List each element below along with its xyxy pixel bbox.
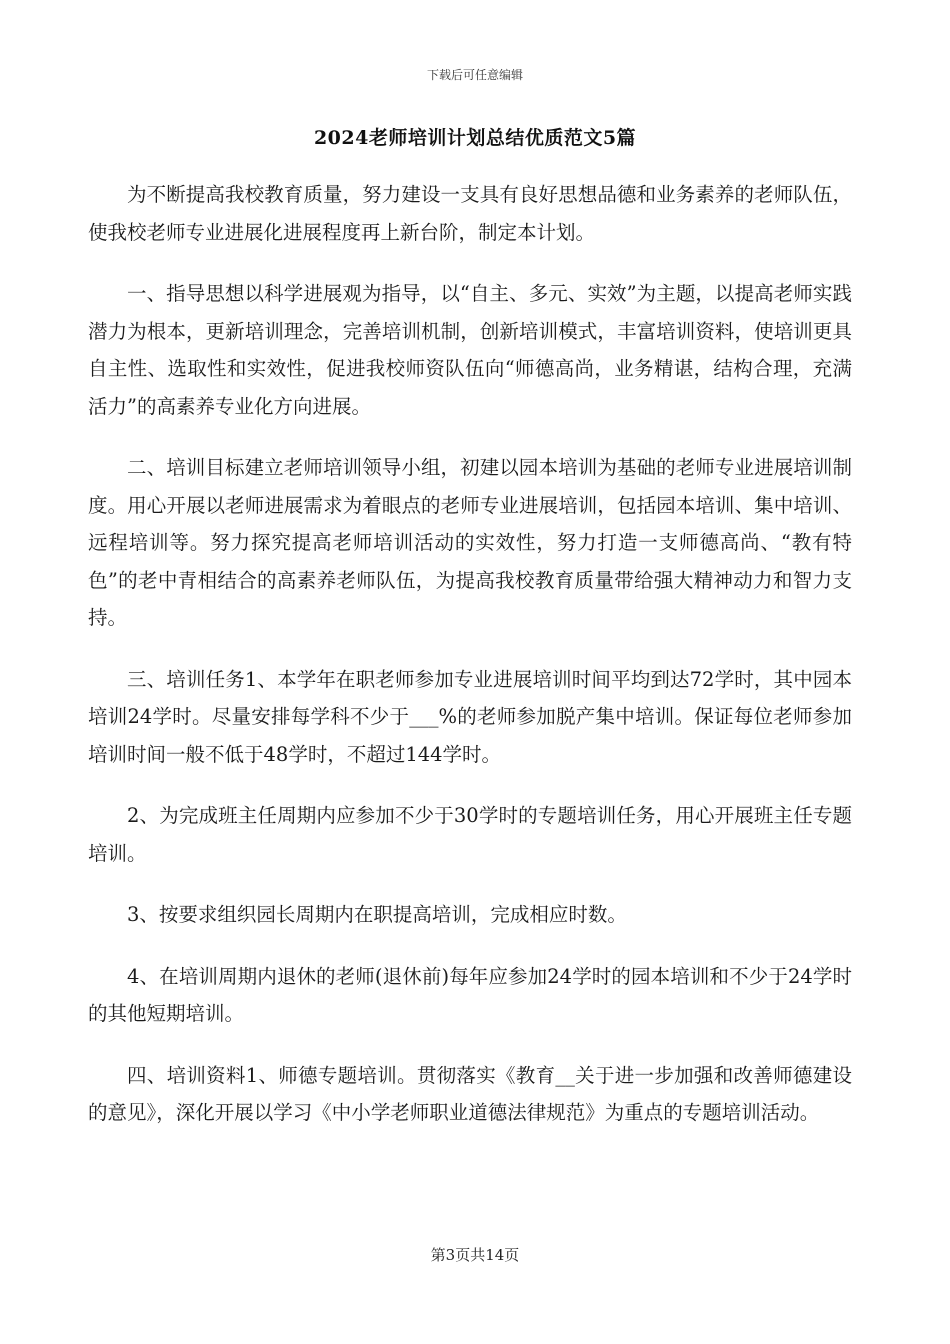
paragraph-training-materials: 四、培训资料1、师德专题培训。贯彻落实《教育__关于进一步加强和改善师德建设的意见》，深化开展以学习《中小学老师职业道德法律规范》为重点的专题培训活动。 (88, 1063, 852, 1124)
paragraph-task-4: 4、在培训周期内退休的老师(退休前)每年应参加24学时的园本培训和不少于24学时的其他短期培训。 (88, 964, 852, 1025)
paragraph-task-2: 2、为完成班主任周期内应参加不少于30学时的专题培训任务，用心开展班主任专题培训。 (88, 804, 852, 865)
document-title: 2024老师培训计划总结优质范文5篇 (313, 127, 637, 149)
paragraph-task-3: 3、按要求组织园长周期内在职提高培训，完成相应时数。 (127, 903, 627, 926)
paragraph-training-goals: 二、培训目标建立老师培训领导小组，初建以园本培训为基础的老师专业进展培训制度。用心开展以老师进展需求为着眼点的老师专业进展培训，包括园本培训、集中培训、远程培训等。努力探究提高老师培训活动的实效性，努力打造一支师德高尚、“教有特色”的老中青相结合的高素养老师队伍，为提高我校教育质量带给强大精神动力和智力支持。 (88, 456, 852, 629)
paragraph-guiding-ideology: 一、指导思想以科学进展观为指导，以“自主、多元、实效”为主题，以提高老师实践潜力为根本，更新培训理念，完善培训机制，创新培训模式，丰富培训资料，使培训更具自主性、选取性和实效性，促进我校师资队伍向“师德高尚，业务精谌，结构合理，充满活力”的高素养专业化方向进展。 (88, 282, 852, 418)
page-number: 第3页共14页 (430, 1246, 520, 1264)
paragraph-intro: 为不断提高我校教育质量，努力建设一支具有良好思想品德和业务素养的老师队伍，使我校老师专业进展化进展程度再上新台阶，制定本计划。 (88, 183, 852, 244)
header-note: 下载后可任意编辑 (426, 68, 523, 82)
document-body (88, 176, 852, 1156)
paragraph-training-tasks: 三、培训任务1、本学年在职老师参加专业进展培训时间平均到达72学时，其中园本培训24学时。尽量安排每学科不少于___%的老师参加脱产集中培训。保证每位老师参加培训时间一般不低于48学时，不超过144学时。 (88, 667, 852, 766)
